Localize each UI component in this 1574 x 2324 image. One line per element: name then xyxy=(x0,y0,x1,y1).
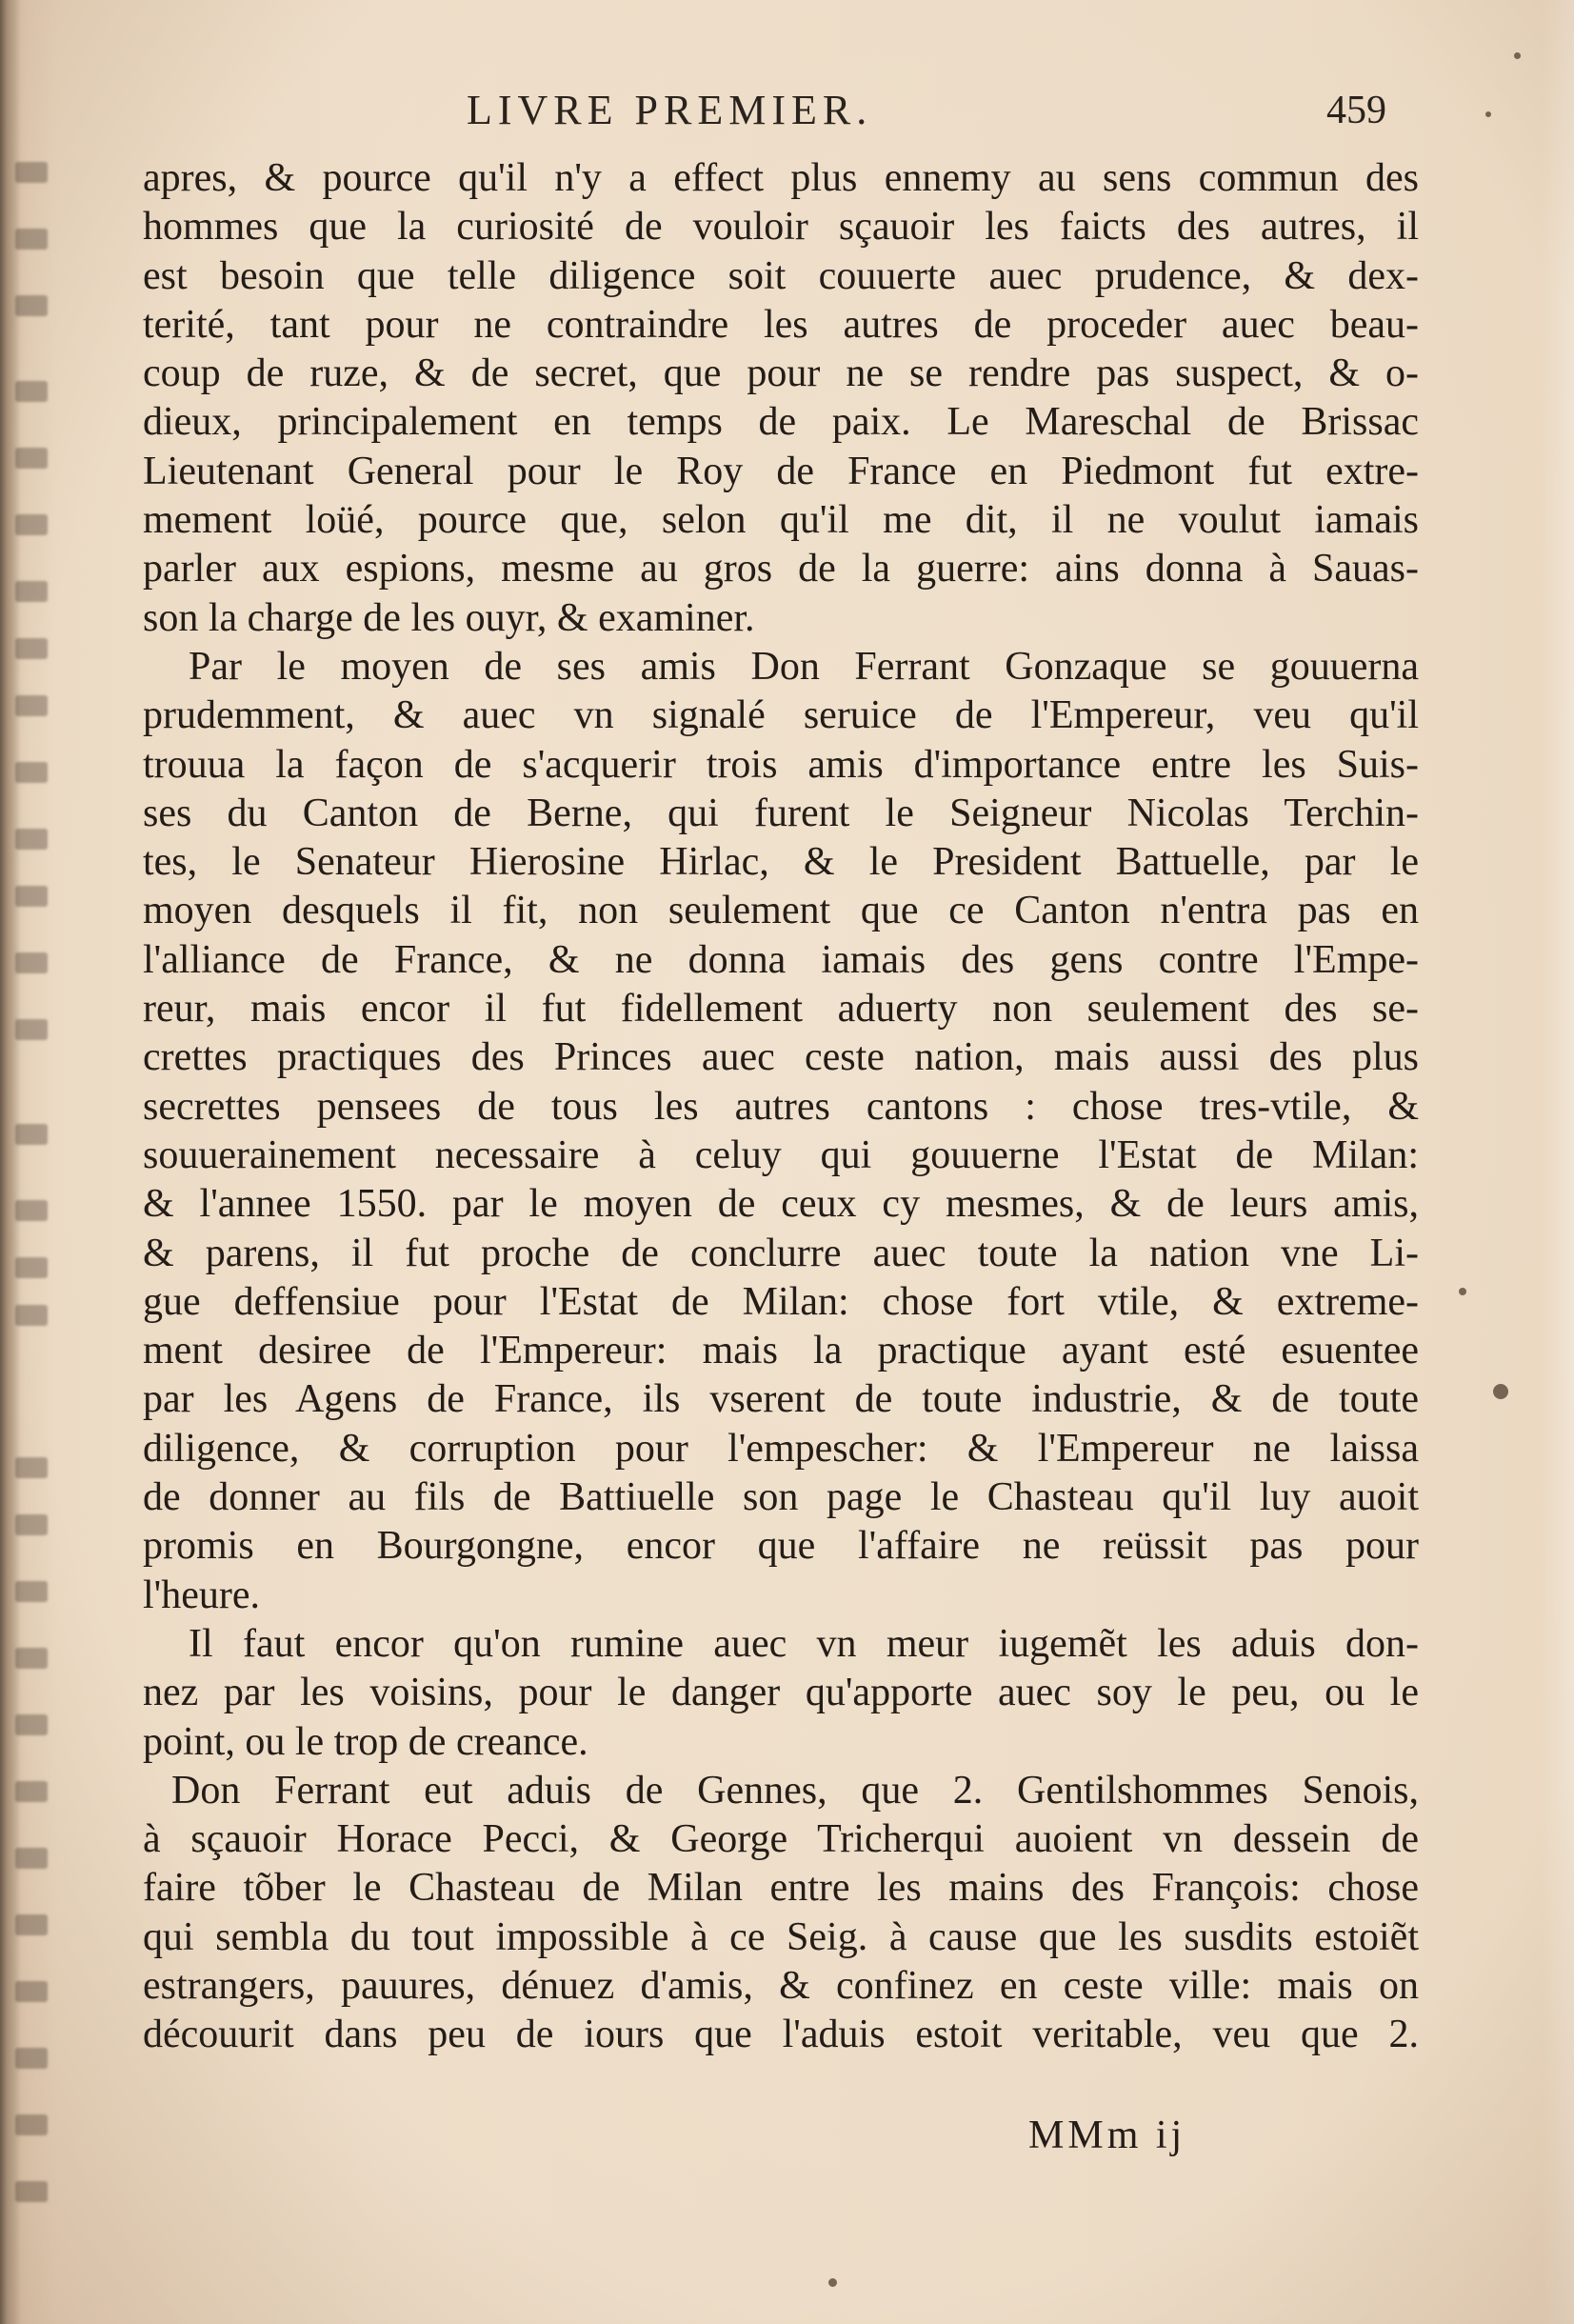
text-line: ment desiree de l'Empereur: mais la practique ayant esté esuentee xyxy=(143,1329,1419,1373)
text-line: promis en Bourgongne, encor que l'affaire ne reüssit pas pour xyxy=(143,1524,1419,1569)
text-line: ses du Canton de Berne, qui furent le Seigneur Nicolas Terchin- xyxy=(143,791,1419,835)
text-line: coup de ruze, & de secret, que pour ne se rendre pas suspect, & o- xyxy=(143,351,1419,396)
text-line: moyen desquels il fit, non seulement que ce Canton n'entra pas en xyxy=(143,889,1419,933)
text-line: nez par les voisins, pour le danger qu'apporte auec soy le peu, ou le xyxy=(143,1671,1419,1715)
text-line: faire tõber le Chasteau de Milan entre les mains des François: chose xyxy=(143,1866,1419,1911)
text-line: découurit dans peu de iours que l'aduis estoit veritable, veu que 2. xyxy=(143,2013,1419,2057)
running-head: LIVRE PREMIER. xyxy=(467,87,873,133)
text-line: l'heure. xyxy=(143,1573,261,1617)
text-line: reur, mais encor il fut fidellement aduerty non seulement des se- xyxy=(143,987,1419,1032)
text-line: tes, le Senateur Hierosine Hirlac, & le President Battuelle, par le xyxy=(143,840,1419,885)
text-line: par les Agens de France, ils vserent de toute industrie, & de toute xyxy=(143,1377,1419,1422)
text-line: qui sembla du tout impossible à ce Seig. à cause que les susdits estoiẽt xyxy=(143,1914,1419,1959)
ink-spot xyxy=(1514,52,1521,59)
ink-spot xyxy=(1459,1288,1466,1295)
paragraph-start: Par le moyen de ses amis Don Ferrant Gonzaque se gouuerna xyxy=(189,644,1419,689)
text-line: parler aux espions, mesme au gros de la guerre: ains donna à Sauas- xyxy=(143,547,1419,591)
text-line: dieux, principalement en temps de paix. Le Mareschal de Brissac xyxy=(143,400,1419,445)
text-line: gue deffensiue pour l'Estat de Milan: chose fort vtile, & extreme- xyxy=(143,1279,1419,1324)
text-line: hommes que la curiosité de vouloir sçauoir les faicts des autres, il xyxy=(143,205,1419,250)
text-line: diligence, & corruption pour l'empescher: & l'Empereur ne laissa xyxy=(143,1426,1419,1471)
text-line: apres, & pource qu'il n'y a effect plus ennemy au sens commun des xyxy=(143,156,1419,200)
page-header xyxy=(133,76,1428,152)
paragraph-start: Il faut encor qu'on rumine auec vn meur iugemẽt les aduis don- xyxy=(189,1621,1419,1666)
text-line: son la charge de les ouyr, & examiner. xyxy=(143,595,755,640)
text-line: souuerainement necessaire à celuy qui gouuerne l'Estat de Milan: xyxy=(143,1132,1419,1177)
text-line: est besoin que telle diligence soit couuerte auec prudence, & dex- xyxy=(143,253,1419,298)
ink-spot xyxy=(1485,111,1491,117)
signature-mark: MMm ij xyxy=(1028,2114,1186,2157)
ink-spot xyxy=(828,2278,837,2287)
text-line: & parens, il fut proche de conclurre auec toute la nation vne Li- xyxy=(143,1231,1419,1275)
text-line: estrangers, pauures, dénuez d'amis, & confinez en ceste ville: mais on xyxy=(143,1963,1419,2008)
text-line: de donner au fils de Battiuelle son page le Chasteau qu'il luy auoit xyxy=(143,1475,1419,1520)
text-line: crettes practiques des Princes auec ceste nation, mais aussi des plus xyxy=(143,1035,1419,1080)
text-line: Lieutenant General pour le Roy de France en Piedmont fut extre- xyxy=(143,449,1419,493)
page-number: 459 xyxy=(1326,89,1386,132)
text-line: point, ou le trop de creance. xyxy=(143,1719,588,1764)
text-line: terité, tant pour ne contraindre les autres de proceder auec beau- xyxy=(143,302,1419,347)
text-line: prudemment, & auec vn signalé seruice de l'Empereur, veu qu'il xyxy=(143,693,1419,738)
body-text xyxy=(143,154,1419,2060)
text-line: à sçauoir Horace Pecci, & George Tricherqui auoient vn dessein de xyxy=(143,1817,1419,1862)
facing-page-bleed-through xyxy=(15,162,59,2257)
text-line: l'alliance de France, & ne donna iamais des gens contre l'Empe- xyxy=(143,937,1419,982)
text-line: & l'annee 1550. par le moyen de ceux cy mesmes, & de leurs amis, xyxy=(143,1182,1419,1227)
text-line: trouua la façon de s'acquerir trois amis d'importance entre les Suis- xyxy=(143,742,1419,787)
text-line: mement loüé, pource que, selon qu'il me dit, il ne voulut iamais xyxy=(143,498,1419,543)
text-line: secrettes pensees de tous les autres cantons : chose tres-vtile, & xyxy=(143,1084,1419,1129)
paragraph-start: Don Ferrant eut aduis de Gennes, que 2. Gentilshommes Senois, xyxy=(171,1768,1419,1813)
ink-spot xyxy=(1493,1384,1508,1399)
